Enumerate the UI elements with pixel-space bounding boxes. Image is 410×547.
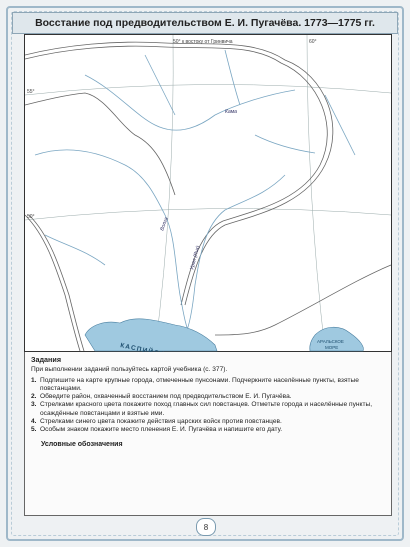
tributary-2 (225, 50, 240, 105)
map-svg (25, 35, 391, 351)
rivers (35, 50, 355, 335)
volga-river (35, 150, 190, 335)
label-ural: Урал (Яик) (189, 245, 202, 271)
label-lon-60-top: 60° (309, 39, 317, 45)
label-aral-2: МОРЕ (325, 345, 339, 350)
kama-river (85, 75, 295, 130)
tributary-5 (255, 135, 315, 153)
parallel-50 (25, 209, 391, 220)
contour-map (24, 34, 392, 352)
tasks-panel (24, 352, 392, 516)
border-line-outer (25, 42, 333, 305)
task-text: Подпишите на карте крупные города, отмеченные пунсонами. Подчеркните населённые пункты, взятые повстанцами. (40, 376, 359, 392)
ural-river (185, 175, 285, 335)
task-item (31, 426, 385, 434)
label-lat-55: 55° (27, 89, 35, 95)
task-num: 2. (31, 393, 37, 401)
tasks-heading: Задания (31, 355, 62, 364)
meridian-50 (155, 35, 173, 351)
page-number: 8 (196, 518, 216, 536)
task-text: Стрелками синего цвета покажите действия царских войск против повстанцев. (40, 418, 282, 426)
task-num: 1. (31, 376, 37, 384)
tributary-4 (45, 235, 105, 265)
tributary-3 (325, 95, 355, 155)
task-item (31, 401, 385, 418)
task-item (31, 393, 385, 401)
caspian-sea (85, 319, 217, 351)
task-text: Стрелками красного цвета покажите поход главных сил повстанцев. Отметьте города и населённые пункты, осаждённые повстанцами и взятые ими. (40, 401, 373, 417)
border-line-west (25, 93, 175, 195)
task-text: Обведите район, охваченный восстанием под предводительством Е. И. Пугачёва. (40, 393, 292, 401)
task-text: Особым знаком покажите место пленения Е. И. Пугачёва и напишите его дату. (40, 426, 283, 434)
graticule (25, 35, 391, 351)
border-line-south (215, 265, 391, 335)
label-lat-50: 50° (27, 214, 35, 220)
border-line-left-inner (29, 215, 84, 351)
task-num: 5. (31, 426, 37, 434)
label-volga: Волга (159, 216, 170, 232)
label-meridian-top: 50° к востоку от Гринвича (173, 39, 233, 45)
page-title: Восстание под предводительством Е. И. Пугачёва. 1773—1775 гг. (12, 12, 398, 34)
legend-heading: Условные обозначения (41, 440, 123, 448)
task-item (31, 377, 385, 394)
label-kama: Кама (225, 109, 237, 115)
border-line-left (25, 215, 80, 351)
task-num: 4. (31, 418, 37, 426)
label-aral-1: АРАЛЬСКОЕ (317, 339, 344, 344)
task-num: 3. (31, 401, 37, 409)
tasks-intro: При выполнении заданий пользуйтесь картой учебника (с. 377). (31, 366, 228, 374)
